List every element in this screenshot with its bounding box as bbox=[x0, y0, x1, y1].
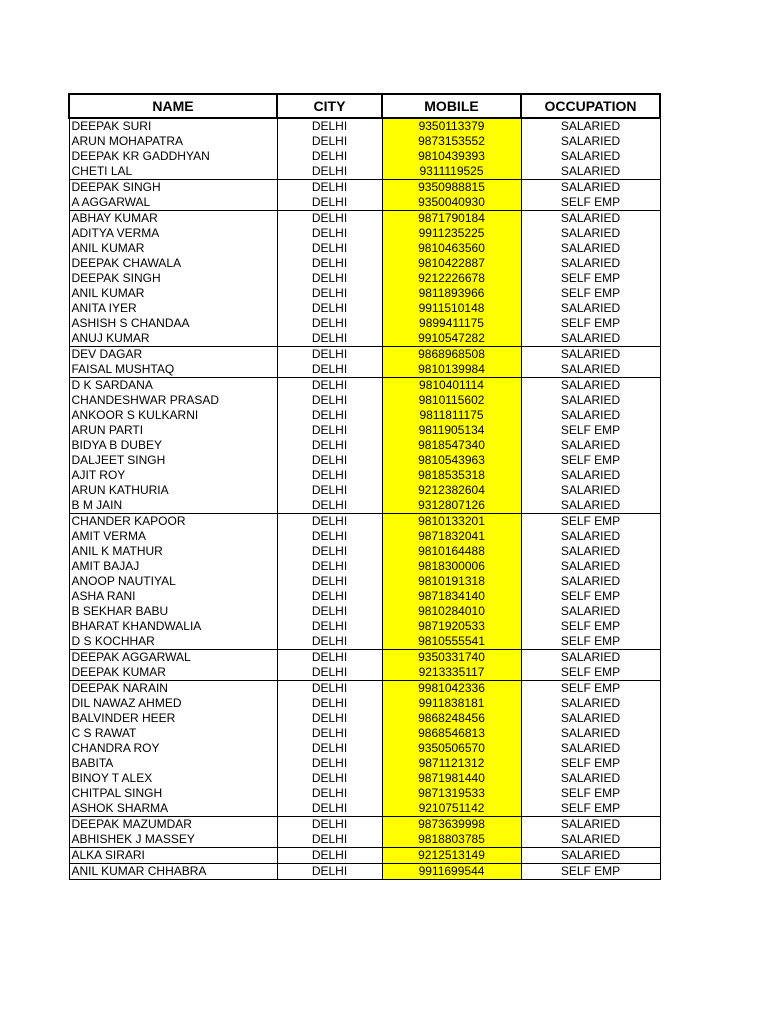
cell-city: DELHI bbox=[277, 619, 382, 634]
table-row bbox=[69, 864, 660, 880]
cell-mobile: 9810191318 bbox=[382, 574, 521, 589]
cell-name: BHARAT KHANDWALIA bbox=[69, 619, 277, 634]
cell-name: ANOOP NAUTIYAL bbox=[69, 574, 277, 589]
table-row bbox=[69, 634, 660, 650]
cell-name: ANKOOR S KULKARNI bbox=[69, 408, 277, 423]
cell-occupation: SALARIED bbox=[521, 438, 660, 453]
table-row bbox=[69, 650, 660, 666]
cell-name: AMIT VERMA bbox=[69, 529, 277, 544]
cell-name: ASHISH S CHANDAA bbox=[69, 316, 277, 331]
cell-mobile: 9871832041 bbox=[382, 529, 521, 544]
cell-city: DELHI bbox=[277, 438, 382, 453]
column-header-city: CITY bbox=[277, 94, 382, 118]
cell-city: DELHI bbox=[277, 559, 382, 574]
cell-occupation: SALARIED bbox=[521, 226, 660, 241]
cell-name: ASHA RANI bbox=[69, 589, 277, 604]
column-header-occupation: OCCUPATION bbox=[521, 94, 660, 118]
cell-mobile: 9871981440 bbox=[382, 771, 521, 786]
cell-mobile: 9911699544 bbox=[382, 864, 521, 880]
table-row bbox=[69, 741, 660, 756]
cell-occupation: SELF EMP bbox=[521, 271, 660, 286]
cell-city: DELHI bbox=[277, 589, 382, 604]
table-row bbox=[69, 483, 660, 498]
cell-name: CHANDER KAPOOR bbox=[69, 514, 277, 530]
cell-mobile: 9213335117 bbox=[382, 665, 521, 681]
table-row bbox=[69, 726, 660, 741]
table-row bbox=[69, 498, 660, 514]
cell-mobile: 9871121312 bbox=[382, 756, 521, 771]
cell-occupation: SALARIED bbox=[521, 498, 660, 514]
table-header bbox=[69, 94, 660, 118]
cell-city: DELHI bbox=[277, 134, 382, 149]
cell-occupation: SELF EMP bbox=[521, 801, 660, 817]
cell-city: DELHI bbox=[277, 801, 382, 817]
cell-city: DELHI bbox=[277, 832, 382, 848]
table-row bbox=[69, 711, 660, 726]
cell-name: C S RAWAT bbox=[69, 726, 277, 741]
cell-mobile: 9910547282 bbox=[382, 331, 521, 347]
cell-name: DEV DAGAR bbox=[69, 347, 277, 363]
cell-name: ANUJ KUMAR bbox=[69, 331, 277, 347]
cell-occupation: SELF EMP bbox=[521, 756, 660, 771]
cell-occupation: SELF EMP bbox=[521, 665, 660, 681]
cell-name: ANIL KUMAR bbox=[69, 286, 277, 301]
cell-mobile: 9810164488 bbox=[382, 544, 521, 559]
table-row bbox=[69, 378, 660, 394]
cell-mobile: 9981042336 bbox=[382, 681, 521, 697]
cell-city: DELHI bbox=[277, 544, 382, 559]
table-row bbox=[69, 256, 660, 271]
cell-occupation: SALARIED bbox=[521, 848, 660, 864]
cell-occupation: SALARIED bbox=[521, 650, 660, 666]
cell-name: BINOY T ALEX bbox=[69, 771, 277, 786]
table-row bbox=[69, 848, 660, 864]
cell-city: DELHI bbox=[277, 286, 382, 301]
cell-mobile: 9810543963 bbox=[382, 453, 521, 468]
cell-city: DELHI bbox=[277, 634, 382, 650]
table-row bbox=[69, 164, 660, 180]
cell-name: D K SARDANA bbox=[69, 378, 277, 394]
header-row bbox=[69, 94, 660, 118]
cell-occupation: SELF EMP bbox=[521, 786, 660, 801]
cell-occupation: SALARIED bbox=[521, 180, 660, 196]
cell-city: DELHI bbox=[277, 817, 382, 833]
cell-mobile: 9312807126 bbox=[382, 498, 521, 514]
cell-name: ASHOK SHARMA bbox=[69, 801, 277, 817]
cell-name: ALKA SIRARI bbox=[69, 848, 277, 864]
cell-occupation: SALARIED bbox=[521, 164, 660, 180]
cell-name: D S KOCHHAR bbox=[69, 634, 277, 650]
table-row bbox=[69, 286, 660, 301]
cell-name: DEEPAK NARAIN bbox=[69, 681, 277, 697]
table-row bbox=[69, 468, 660, 483]
cell-mobile: 9350331740 bbox=[382, 650, 521, 666]
cell-occupation: SALARIED bbox=[521, 771, 660, 786]
cell-mobile: 9350040930 bbox=[382, 195, 521, 211]
cell-occupation: SELF EMP bbox=[521, 619, 660, 634]
cell-occupation: SALARIED bbox=[521, 118, 660, 134]
cell-mobile: 9210751142 bbox=[382, 801, 521, 817]
table-row bbox=[69, 438, 660, 453]
cell-name: DALJEET SINGH bbox=[69, 453, 277, 468]
cell-occupation: SELF EMP bbox=[521, 681, 660, 697]
table-row bbox=[69, 134, 660, 149]
table-row bbox=[69, 271, 660, 286]
cell-city: DELHI bbox=[277, 604, 382, 619]
cell-city: DELHI bbox=[277, 498, 382, 514]
cell-city: DELHI bbox=[277, 756, 382, 771]
cell-city: DELHI bbox=[277, 696, 382, 711]
cell-city: DELHI bbox=[277, 726, 382, 741]
table-row bbox=[69, 180, 660, 196]
cell-city: DELHI bbox=[277, 347, 382, 363]
cell-mobile: 9818535318 bbox=[382, 468, 521, 483]
cell-occupation: SALARIED bbox=[521, 331, 660, 347]
cell-mobile: 9868546813 bbox=[382, 726, 521, 741]
cell-city: DELHI bbox=[277, 423, 382, 438]
cell-occupation: SALARIED bbox=[521, 574, 660, 589]
table-row bbox=[69, 574, 660, 589]
cell-mobile: 9899411175 bbox=[382, 316, 521, 331]
cell-city: DELHI bbox=[277, 574, 382, 589]
cell-name: DEEPAK CHAWALA bbox=[69, 256, 277, 271]
cell-name: DEEPAK KUMAR bbox=[69, 665, 277, 681]
table-row bbox=[69, 362, 660, 378]
cell-occupation: SALARIED bbox=[521, 408, 660, 423]
cell-name: B SEKHAR BABU bbox=[69, 604, 277, 619]
cell-city: DELHI bbox=[277, 681, 382, 697]
cell-city: DELHI bbox=[277, 180, 382, 196]
cell-name: ARUN MOHAPATRA bbox=[69, 134, 277, 149]
cell-mobile: 9810555541 bbox=[382, 634, 521, 650]
column-header-mobile: MOBILE bbox=[382, 94, 521, 118]
table-row bbox=[69, 408, 660, 423]
cell-occupation: SALARIED bbox=[521, 301, 660, 316]
cell-occupation: SELF EMP bbox=[521, 195, 660, 211]
cell-mobile: 9212382604 bbox=[382, 483, 521, 498]
table-row bbox=[69, 331, 660, 347]
cell-occupation: SALARIED bbox=[521, 378, 660, 394]
cell-name: A AGGARWAL bbox=[69, 195, 277, 211]
cell-occupation: SALARIED bbox=[521, 241, 660, 256]
cell-mobile: 9871319533 bbox=[382, 786, 521, 801]
table-row bbox=[69, 771, 660, 786]
cell-city: DELHI bbox=[277, 362, 382, 378]
table-row bbox=[69, 226, 660, 241]
cell-mobile: 9868248456 bbox=[382, 711, 521, 726]
cell-occupation: SALARIED bbox=[521, 347, 660, 363]
cell-mobile: 9810401114 bbox=[382, 378, 521, 394]
cell-occupation: SELF EMP bbox=[521, 286, 660, 301]
cell-mobile: 9810422887 bbox=[382, 256, 521, 271]
cell-occupation: SALARIED bbox=[521, 832, 660, 848]
cell-occupation: SELF EMP bbox=[521, 423, 660, 438]
cell-occupation: SALARIED bbox=[521, 529, 660, 544]
cell-name: AMIT BAJAJ bbox=[69, 559, 277, 574]
table-row bbox=[69, 665, 660, 681]
cell-name: DEEPAK SURI bbox=[69, 118, 277, 134]
cell-city: DELHI bbox=[277, 650, 382, 666]
cell-name: BIDYA B DUBEY bbox=[69, 438, 277, 453]
cell-name: ARUN PARTI bbox=[69, 423, 277, 438]
cell-name: DEEPAK SINGH bbox=[69, 180, 277, 196]
cell-mobile: 9868968508 bbox=[382, 347, 521, 363]
cell-city: DELHI bbox=[277, 483, 382, 498]
cell-mobile: 9810284010 bbox=[382, 604, 521, 619]
cell-city: DELHI bbox=[277, 164, 382, 180]
cell-city: DELHI bbox=[277, 786, 382, 801]
cell-name: DEEPAK MAZUMDAR bbox=[69, 817, 277, 833]
cell-occupation: SALARIED bbox=[521, 696, 660, 711]
table-row bbox=[69, 301, 660, 316]
cell-occupation: SALARIED bbox=[521, 711, 660, 726]
cell-name: DIL NAWAZ AHMED bbox=[69, 696, 277, 711]
table-row bbox=[69, 604, 660, 619]
cell-occupation: SALARIED bbox=[521, 256, 660, 271]
cell-mobile: 9911838181 bbox=[382, 696, 521, 711]
cell-occupation: SELF EMP bbox=[521, 634, 660, 650]
contact-table bbox=[68, 93, 661, 880]
cell-name: CHITPAL SINGH bbox=[69, 786, 277, 801]
cell-occupation: SELF EMP bbox=[521, 453, 660, 468]
cell-occupation: SALARIED bbox=[521, 468, 660, 483]
cell-occupation: SALARIED bbox=[521, 483, 660, 498]
cell-name: BABITA bbox=[69, 756, 277, 771]
cell-mobile: 9911510148 bbox=[382, 301, 521, 316]
cell-city: DELHI bbox=[277, 408, 382, 423]
cell-name: DEEPAK SINGH bbox=[69, 271, 277, 286]
cell-city: DELHI bbox=[277, 378, 382, 394]
cell-occupation: SALARIED bbox=[521, 149, 660, 164]
cell-city: DELHI bbox=[277, 301, 382, 316]
cell-mobile: 9350988815 bbox=[382, 180, 521, 196]
table-row bbox=[69, 559, 660, 574]
cell-occupation: SALARIED bbox=[521, 544, 660, 559]
cell-name: ABHAY KUMAR bbox=[69, 211, 277, 227]
cell-mobile: 9818300006 bbox=[382, 559, 521, 574]
cell-name: ANIL K MATHUR bbox=[69, 544, 277, 559]
cell-name: ARUN KATHURIA bbox=[69, 483, 277, 498]
cell-city: DELHI bbox=[277, 468, 382, 483]
cell-occupation: SELF EMP bbox=[521, 589, 660, 604]
cell-city: DELHI bbox=[277, 453, 382, 468]
cell-occupation: SALARIED bbox=[521, 741, 660, 756]
table-row bbox=[69, 347, 660, 363]
cell-occupation: SALARIED bbox=[521, 134, 660, 149]
cell-name: ANIL KUMAR bbox=[69, 241, 277, 256]
cell-name: DEEPAK KR GADDHYAN bbox=[69, 149, 277, 164]
cell-mobile: 9350113379 bbox=[382, 118, 521, 134]
table-row bbox=[69, 544, 660, 559]
cell-mobile: 9810115602 bbox=[382, 393, 521, 408]
table-row bbox=[69, 118, 660, 134]
cell-name: ABHISHEK J MASSEY bbox=[69, 832, 277, 848]
cell-city: DELHI bbox=[277, 665, 382, 681]
cell-name: ANITA IYER bbox=[69, 301, 277, 316]
cell-city: DELHI bbox=[277, 226, 382, 241]
cell-name: CHETI LAL bbox=[69, 164, 277, 180]
table-row bbox=[69, 681, 660, 697]
cell-city: DELHI bbox=[277, 331, 382, 347]
table-row bbox=[69, 423, 660, 438]
cell-occupation: SALARIED bbox=[521, 211, 660, 227]
cell-mobile: 9350506570 bbox=[382, 741, 521, 756]
cell-city: DELHI bbox=[277, 864, 382, 880]
cell-city: DELHI bbox=[277, 271, 382, 286]
cell-name: FAISAL MUSHTAQ bbox=[69, 362, 277, 378]
table-row bbox=[69, 529, 660, 544]
cell-name: CHANDRA ROY bbox=[69, 741, 277, 756]
cell-city: DELHI bbox=[277, 256, 382, 271]
cell-mobile: 9810133201 bbox=[382, 514, 521, 530]
table-row bbox=[69, 149, 660, 164]
column-header-name: NAME bbox=[69, 94, 277, 118]
cell-city: DELHI bbox=[277, 711, 382, 726]
table-row bbox=[69, 696, 660, 711]
cell-city: DELHI bbox=[277, 848, 382, 864]
cell-city: DELHI bbox=[277, 149, 382, 164]
table-row bbox=[69, 393, 660, 408]
table-body bbox=[69, 118, 660, 880]
cell-name: ANIL KUMAR CHHABRA bbox=[69, 864, 277, 880]
cell-occupation: SALARIED bbox=[521, 726, 660, 741]
cell-city: DELHI bbox=[277, 118, 382, 134]
cell-name: AJIT ROY bbox=[69, 468, 277, 483]
cell-city: DELHI bbox=[277, 741, 382, 756]
table-row bbox=[69, 589, 660, 604]
cell-city: DELHI bbox=[277, 241, 382, 256]
cell-city: DELHI bbox=[277, 529, 382, 544]
cell-occupation: SELF EMP bbox=[521, 514, 660, 530]
table-row bbox=[69, 195, 660, 211]
cell-occupation: SALARIED bbox=[521, 559, 660, 574]
table-row bbox=[69, 211, 660, 227]
cell-mobile: 9212226678 bbox=[382, 271, 521, 286]
table-row bbox=[69, 817, 660, 833]
cell-name: ADITYA VERMA bbox=[69, 226, 277, 241]
table-row bbox=[69, 453, 660, 468]
cell-occupation: SALARIED bbox=[521, 393, 660, 408]
cell-name: B M JAIN bbox=[69, 498, 277, 514]
table-row bbox=[69, 514, 660, 530]
cell-city: DELHI bbox=[277, 514, 382, 530]
table-row bbox=[69, 786, 660, 801]
cell-mobile: 9911235225 bbox=[382, 226, 521, 241]
cell-mobile: 9873153552 bbox=[382, 134, 521, 149]
cell-mobile: 9811905134 bbox=[382, 423, 521, 438]
cell-occupation: SELF EMP bbox=[521, 864, 660, 880]
cell-mobile: 9818803785 bbox=[382, 832, 521, 848]
cell-city: DELHI bbox=[277, 393, 382, 408]
cell-name: CHANDESHWAR PRASAD bbox=[69, 393, 277, 408]
cell-occupation: SELF EMP bbox=[521, 316, 660, 331]
cell-name: BALVINDER HEER bbox=[69, 711, 277, 726]
cell-occupation: SALARIED bbox=[521, 817, 660, 833]
cell-mobile: 9810463560 bbox=[382, 241, 521, 256]
cell-city: DELHI bbox=[277, 771, 382, 786]
cell-mobile: 9212513149 bbox=[382, 848, 521, 864]
cell-city: DELHI bbox=[277, 195, 382, 211]
cell-mobile: 9871920533 bbox=[382, 619, 521, 634]
cell-mobile: 9810139984 bbox=[382, 362, 521, 378]
cell-city: DELHI bbox=[277, 316, 382, 331]
table-row bbox=[69, 241, 660, 256]
cell-mobile: 9811811175 bbox=[382, 408, 521, 423]
cell-mobile: 9871834140 bbox=[382, 589, 521, 604]
table-row bbox=[69, 801, 660, 817]
table-row bbox=[69, 316, 660, 331]
cell-mobile: 9311119525 bbox=[382, 164, 521, 180]
table-row bbox=[69, 832, 660, 848]
cell-occupation: SALARIED bbox=[521, 362, 660, 378]
cell-occupation: SALARIED bbox=[521, 604, 660, 619]
cell-mobile: 9871790184 bbox=[382, 211, 521, 227]
cell-city: DELHI bbox=[277, 211, 382, 227]
cell-mobile: 9873639998 bbox=[382, 817, 521, 833]
cell-mobile: 9810439393 bbox=[382, 149, 521, 164]
cell-name: DEEPAK AGGARWAL bbox=[69, 650, 277, 666]
table-row bbox=[69, 756, 660, 771]
cell-mobile: 9811893966 bbox=[382, 286, 521, 301]
cell-mobile: 9818547340 bbox=[382, 438, 521, 453]
table-row bbox=[69, 619, 660, 634]
